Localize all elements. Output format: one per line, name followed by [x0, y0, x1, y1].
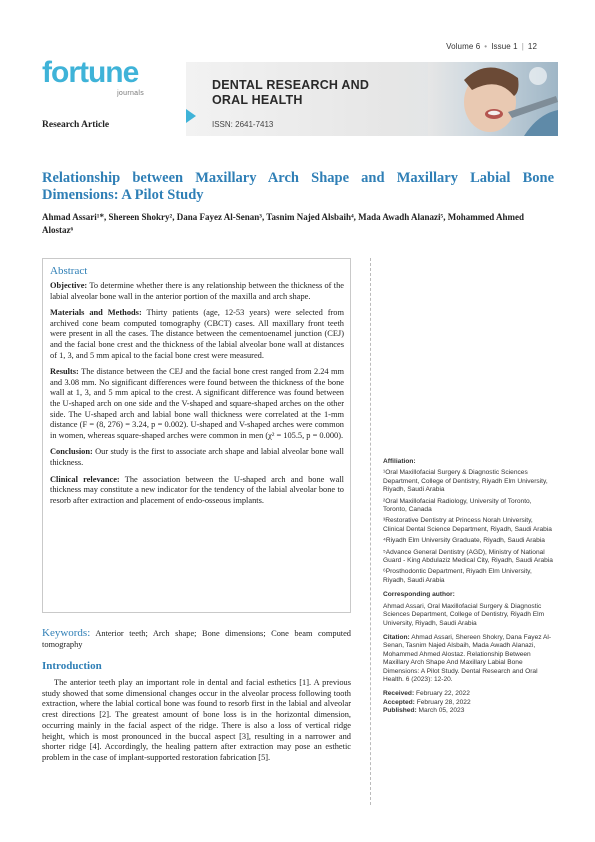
- affiliation-item: ³Restorative Dentistry at Princess Norah University, Clinical Dental Science Department, Riyadh, Saudi Arabia: [383, 517, 552, 533]
- keywords-label: Keywords:: [42, 627, 91, 639]
- abstract-results: [50, 367, 344, 441]
- banner-arrow-icon: [186, 109, 196, 123]
- journal-title-line1: DENTAL RESEARCH AND: [212, 78, 370, 92]
- affiliation-item: ⁶Prosthodontic Department, Riyadh Elm University, Riyadh, Saudi Arabia: [383, 568, 532, 584]
- corresponding-label: Corresponding author:: [383, 591, 455, 599]
- received-value: February 22, 2022: [416, 690, 470, 698]
- dates-block: [383, 690, 553, 715]
- citation-text: Ahmad Assari, Shereen Shokry, Dana Fayez Al-Senan, Tasnim Najed Alsbaih, Mada Awadh Alanazi, Mohammed Ahmed Alostaz. Relationship Between Maxillary Arch Shape And Maxillary Labial Bone Dimensions: A Pilot Study. Dental Research and Oral Health. 6 (2023): 12-20.: [383, 633, 552, 683]
- relevance-label: Clinical relevance:: [50, 474, 120, 484]
- conclusion-label: Conclusion:: [50, 447, 93, 457]
- received-label: Received:: [383, 690, 415, 698]
- affiliation-label: Affiliation:: [383, 458, 416, 465]
- corresponding-text: Ahmad Assari, Oral Maxillofacial Surgery & Diagnostic Sciences Department, College of Dentistry, Riyadh Elm University, Riyadh, Saudi Arabia: [383, 602, 545, 627]
- column-divider: [370, 258, 371, 805]
- abstract-relevance: [50, 475, 344, 507]
- page-header: Volume 6 • Issue 1 | 12: [446, 42, 537, 51]
- introduction-heading: Introduction: [42, 660, 102, 672]
- article-type: Research Article: [42, 120, 110, 130]
- affiliation-item: ¹Oral Maxillofacial Surgery & Diagnostic Sciences Department, College of Dentistry, Riyadh Elm University, Riyadh, Saudi Arabia: [383, 469, 548, 494]
- article-title: Relationship between Maxillary Arch Shape and Maxillary Labial Bone Dimensions: A Pilot Study: [42, 170, 554, 203]
- keywords: [42, 628, 351, 650]
- objective-text: To determine whether there is any relationship between the thickness of the labial alveolar bone wall in the anterior portion of the maxilla and arch shape.: [50, 281, 344, 301]
- keywords-text: Anterior teeth; Arch shape; Bone dimensions; Cone beam computed tomography: [42, 629, 351, 649]
- conclusion-text: Our study is the first to associate arch shape and labial alveolar bone wall thickness.: [50, 447, 344, 467]
- results-label: Results:: [50, 367, 79, 377]
- affiliation-block: [383, 458, 553, 585]
- publisher-logo: [42, 58, 152, 104]
- abstract-objective: [50, 281, 344, 302]
- article-sidebar: [383, 458, 553, 716]
- journal-issn: ISSN: 2641-7413: [212, 120, 274, 129]
- introduction-text: The anterior teeth play an important role in dental and facial esthetics [1]. A previous study showed that some dimensional changes occur in the alveolar process following tooth extraction, where the labial cortical bone was found to resorb first in the labial and alveolar crest directions [2]. The greatest amount of bone loss is in the horizontal dimension, occurring mainly in the facial aspect of the ridge. There is also a loss of vertical ridge height, which is most pronounced in the buccal aspect [3], resulting in a narrower and shorter ridge [4]. Accordingly, the healing pattern after extraction may pose an esthetic problem in the case of implant-supported restoration fabrication [5].: [42, 678, 351, 762]
- abstract-box: [42, 258, 351, 613]
- relevance-text: The association between the U-shaped arch and bone wall thickness may constitute a new indicator for the tendency of the labial alveolar bone to resorb after extraction and placement of endo-osseous implants.: [50, 474, 344, 505]
- accepted-date: [383, 699, 553, 707]
- methods-label: Materials and Methods:: [50, 308, 142, 318]
- published-label: Published:: [383, 707, 417, 715]
- methods-text: Thirty patients (age, 12-53 years) were selected from archived cone beam computed tomography (CBCT) cases. All maxillary front teeth were present in all the cases. The distance between the cementoenamel junction (CEJ) and the facial bone crest and the thickness of the labial alveolar bone wall at distances of 1, 3, and 5 mm apical to the facial bone crest were measured.: [50, 308, 344, 360]
- journal-title-line2: ORAL HEALTH: [212, 93, 303, 107]
- affiliation-item: ⁴Riyadh Elm University Graduate, Riyadh, Saudi Arabia: [383, 537, 545, 545]
- corresponding-block: [383, 591, 553, 628]
- dental-photo-image: [428, 62, 558, 136]
- affiliation-item: ²Oral Maxillofacial Radiology, University of Toronto, Toronto, Canada: [383, 497, 532, 514]
- journal-title: [212, 78, 369, 108]
- logo-wordmark: fortune: [42, 56, 139, 89]
- received-date: [383, 690, 553, 698]
- issue-label: Issue 1: [491, 42, 518, 51]
- published-date: [383, 707, 553, 715]
- accepted-label: Accepted:: [383, 698, 415, 706]
- page-number: 12: [527, 42, 537, 51]
- volume-label: Volume 6: [446, 42, 481, 51]
- abstract-heading: Abstract: [50, 265, 88, 277]
- accepted-value: February 28, 2022: [416, 698, 471, 706]
- citation-block: [383, 634, 553, 684]
- results-text: The distance between the CEJ and the facial bone crest ranged from 2.24 mm and 3.08 mm. No significant differences were found between the thickness of the bone wall at 1, 3, and 5 mm apical to the crest. A significant difference was found between the U-shaped arch on one side and the V-shaped and square-shaped arches on the other side. The U-shaped arch and labial bone wall thickness were correlated at the 1-mm distance (F = (8, 276) = 3.24, p = 0.002). U-shaped and V-shaped arches were common in women, whereas square-shaped arches were common in men (χ² = 105.5, p = 0.000).: [50, 367, 345, 440]
- logo-subtext: journals: [117, 90, 144, 97]
- author-list: Ahmad Assari¹*, Shereen Shokry², Dana Fayez Al-Senan³, Tasnim Najed Alsbaih⁴, Mada Awadh Alanazi⁵, Mohammed Ahmed Alostaz⁶: [42, 212, 524, 235]
- abstract-conclusion: [50, 447, 344, 468]
- abstract-methods: [50, 308, 344, 361]
- affiliation-item: ⁵Advance General Dentistry (AGD), Ministry of National Guard - King Abdulaziz Medical City, Riyadh, Saudi Arabia: [383, 548, 553, 565]
- objective-label: Objective:: [50, 281, 88, 290]
- published-value: March 05, 2023: [418, 707, 465, 715]
- citation-label: Citation:: [383, 633, 410, 641]
- journal-banner: [186, 62, 558, 136]
